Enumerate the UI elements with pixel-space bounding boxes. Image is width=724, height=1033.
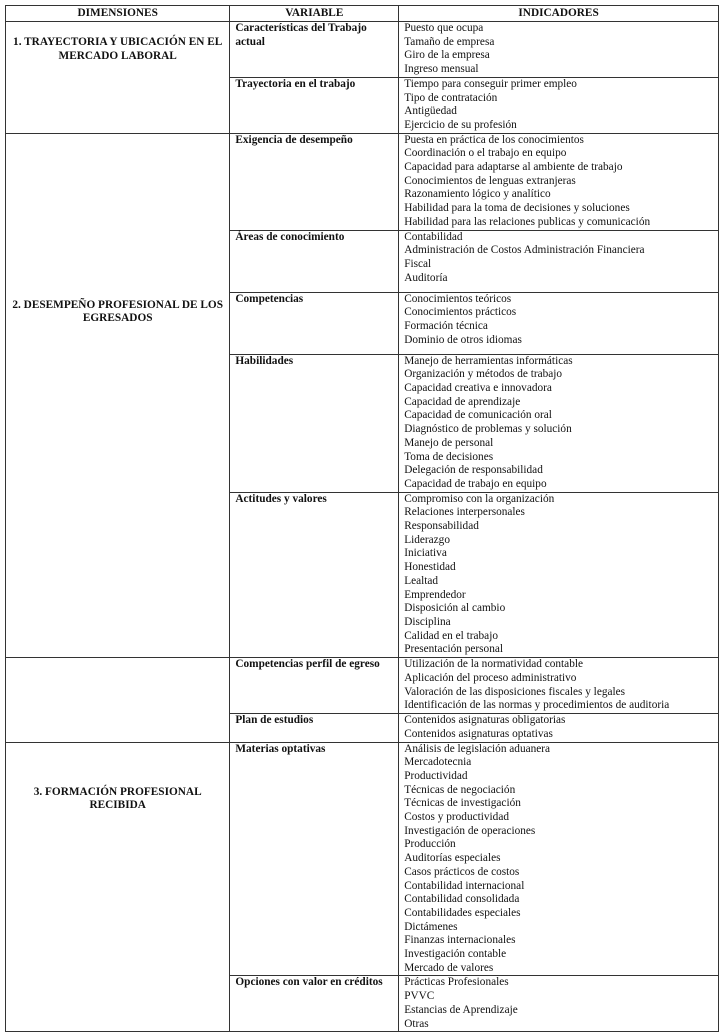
indicator-item: Investigación contable (404, 948, 507, 961)
indicators-cell (399, 976, 719, 1032)
table-row (6, 742, 719, 976)
variable-cell: Plan de estudios (230, 714, 399, 742)
indicators-cell (399, 742, 719, 976)
indicator-item: Contenidos asignaturas optativas (404, 727, 553, 740)
indicator-item: Emprendedor (404, 588, 466, 601)
header-row (6, 6, 719, 22)
indicator-item: Organización y métodos de trabajo (404, 368, 563, 381)
indicator-item: Presentación personal (404, 643, 504, 656)
indicators-cell (399, 714, 719, 742)
indicator-item: Fiscal (404, 258, 432, 271)
variable-cell: Competencias (230, 292, 399, 354)
indicator-item: Contenidos asignaturas obligatorias (404, 714, 566, 727)
indicator-item: Auditoría (404, 271, 448, 284)
indicator-item: Conocimientos teóricos (404, 292, 512, 305)
dimensions-table (5, 5, 719, 1032)
indicator-item: Habilidad para la toma de decisiones y soluciones (404, 202, 630, 215)
indicator-item: Puesta en práctica de los conocimientos (404, 133, 584, 146)
indicator-item: Costos y productividad (404, 811, 509, 824)
indicator-item: Producción (404, 838, 456, 851)
indicator-item: Coordinación o el trabajo en equipo (404, 147, 567, 160)
indicator-item: Conocimientos de lenguas extranjeras (404, 174, 576, 187)
variable-cell: Trayectoria en el trabajo (230, 77, 399, 133)
indicator-item: Iniciativa (404, 547, 447, 560)
indicator-item: Disciplina (404, 615, 451, 628)
indicator-item: Capacidad para adaptarse al ambiente de trabajo (404, 161, 623, 174)
indicator-item: Habilidad para las relaciones publicas y comunicación (404, 215, 651, 228)
indicators-cell (399, 492, 719, 657)
indicators-cell (399, 292, 719, 354)
indicator-item: Técnicas de negociación (404, 783, 516, 796)
indicator-item: Contabilidad (404, 230, 463, 243)
indicator-item: Compromiso con la organización (404, 492, 555, 505)
table-row (6, 133, 719, 230)
indicators-cell (399, 354, 719, 492)
indicator-item: Relaciones interpersonales (404, 506, 525, 519)
indicator-item: Capacidad de comunicación oral (404, 409, 552, 422)
table-row (6, 658, 719, 714)
indicator-item: Productividad (404, 769, 468, 782)
indicator-item: Diagnóstico de problemas y solución (404, 423, 572, 436)
indicator-item: Contabilidad internacional (404, 879, 525, 892)
variable-cell: Actitudes y valores (230, 492, 399, 657)
indicator-item: Toma de decisiones (404, 450, 494, 463)
dimension-cell (6, 658, 230, 742)
indicator-item: Razonamiento lógico y analítico (404, 188, 551, 201)
indicator-item: Capacidad de trabajo en equipo (404, 477, 547, 490)
indicator-item: Manejo de personal (404, 436, 494, 449)
indicator-item: Identificación de las normas y procedimientos de auditoria (404, 699, 670, 712)
variable-cell: Materias optativas (230, 742, 399, 976)
indicator-item: Técnicas de investigación (404, 797, 521, 810)
header-variable: VARIABLE (230, 6, 399, 22)
indicator-item: Tamaño de empresa (404, 35, 495, 48)
variable-cell: Competencias perfil de egreso (230, 658, 399, 714)
indicator-item: Investigación de operaciones (404, 824, 536, 837)
indicator-item: PVVC (404, 990, 435, 1003)
indicator-item: Finanzas internacionales (404, 934, 516, 947)
header-dimensions: DIMENSIONES (6, 6, 230, 22)
indicator-item: Capacidad creativa e innovadora (404, 382, 552, 395)
indicator-item: Ejercicio de su profesión (404, 118, 517, 131)
dimension-cell: 2. DESEMPEÑO PROFESIONAL DE LOS EGRESADOS (6, 133, 230, 657)
indicator-item: Administración de Costos Administración Financiera (404, 244, 645, 257)
variable-cell: Habilidades (230, 354, 399, 492)
indicator-item: Prácticas Profesionales (404, 976, 509, 989)
indicator-item: Disposición al cambio (404, 602, 506, 615)
indicator-item: Calidad en el trabajo (404, 629, 498, 642)
indicator-item: Mercado de valores (404, 961, 494, 974)
indicators-cell (399, 658, 719, 714)
indicator-item: Antigüedad (404, 105, 457, 118)
indicator-item: Ingreso mensual (404, 63, 479, 76)
dimension-cell: 3. FORMACIÓN PROFESIONAL RECIBIDA (6, 742, 230, 1032)
indicator-item: Utilización de la normatividad contable (404, 658, 583, 671)
indicators-cell (399, 77, 719, 133)
indicator-item: Dominio de otros idiomas (404, 333, 522, 346)
indicator-item: Estancias de Aprendizaje (404, 1003, 518, 1016)
variable-cell: Opciones con valor en créditos (230, 976, 399, 1032)
indicator-item: Aplicación del proceso administrativo (404, 671, 577, 684)
indicator-item: Casos prácticos de costos (404, 865, 520, 878)
indicator-item: Puesto que ocupa (404, 22, 484, 34)
indicator-item: Capacidad de aprendizaje (404, 395, 521, 408)
header-indicators: INDICADORES (399, 6, 719, 22)
indicator-item: Auditorías especiales (404, 852, 501, 865)
indicator-item: Dictámenes (404, 920, 458, 933)
indicators-cell (399, 22, 719, 78)
variable-cell: Áreas de conocimiento (230, 230, 399, 292)
indicator-item: Tipo de contratación (404, 91, 498, 104)
variable-cell: Características del Trabajo actual (230, 22, 399, 78)
indicator-item: Lealtad (404, 574, 439, 587)
indicator-item: Responsabilidad (404, 520, 479, 533)
dimension-cell: 1. TRAYECTORIA Y UBICACIÓN EN EL MERCADO LABORAL (6, 22, 230, 134)
indicator-item: Honestidad (404, 561, 456, 574)
indicators-cell (399, 230, 719, 292)
variable-cell: Exigencia de desempeño (230, 133, 399, 230)
indicator-item: Liderazgo (404, 533, 450, 546)
indicator-item: Manejo de herramientas informáticas (404, 354, 573, 367)
indicator-item: Mercadotecnia (404, 756, 472, 769)
indicator-item: Formación técnica (404, 320, 488, 333)
indicator-item: Contabilidad consolidada (404, 893, 520, 906)
indicator-item: Otras (404, 1017, 429, 1030)
table-row (6, 22, 719, 78)
indicator-item: Conocimientos prácticos (404, 306, 517, 319)
indicator-item: Valoración de las disposiciones fiscales y legales (404, 685, 626, 698)
indicator-item: Contabilidades especiales (404, 906, 521, 919)
indicator-item: Tiempo para conseguir primer empleo (404, 77, 577, 90)
indicator-item: Delegación de responsabilidad (404, 464, 543, 477)
indicator-item: Análisis de legislación aduanera (404, 742, 551, 755)
indicator-item: Giro de la empresa (404, 49, 490, 62)
indicators-cell (399, 133, 719, 230)
